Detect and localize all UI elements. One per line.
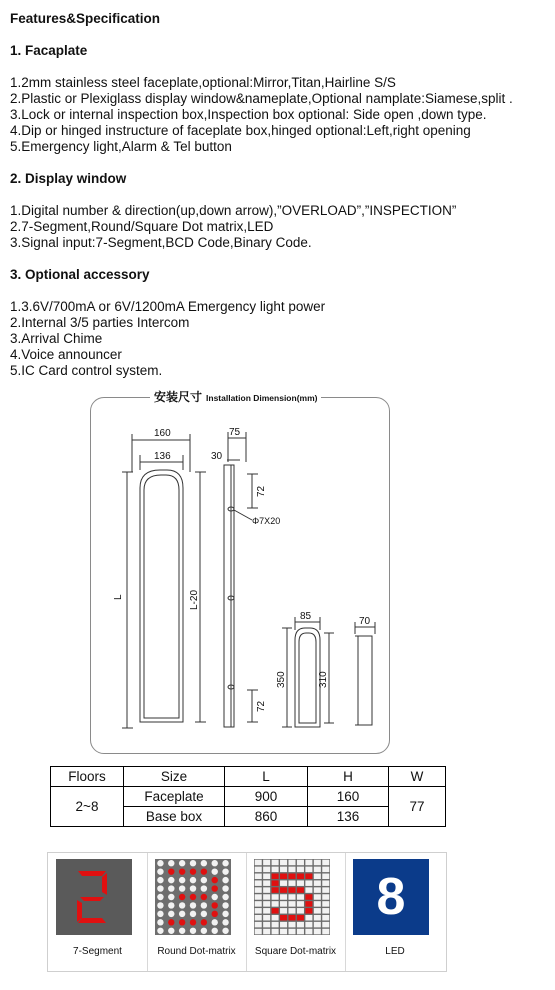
unlit-dot (201, 877, 207, 883)
unlit-dot (168, 894, 174, 900)
dim-label-72-top: 72 (256, 485, 267, 497)
table-cell: 900 (225, 787, 308, 807)
unlit-dot (222, 928, 228, 934)
table-cell: 160 (308, 787, 389, 807)
unlit-dot (272, 860, 279, 866)
unlit-dot (255, 922, 262, 928)
unlit-dot (288, 922, 295, 928)
lit-dot (297, 887, 304, 893)
dim-label-75: 75 (229, 427, 241, 438)
unlit-dot (314, 901, 321, 907)
unlit-dot (255, 860, 262, 866)
unlit-dot (201, 902, 207, 908)
list-item: 2.Plastic or Plexiglass display window&nameplate,Optional namplate:Siamese,split . (10, 91, 513, 106)
square-dot-matrix-image (254, 859, 330, 935)
unlit-dot (272, 901, 279, 907)
unlit-dot (201, 911, 207, 917)
lit-dot (272, 908, 279, 914)
unlit-dot (322, 929, 329, 935)
unlit-dot (322, 860, 329, 866)
unlit-dot (297, 929, 304, 935)
lit-dot (190, 919, 196, 925)
dim-label-160: 160 (154, 428, 171, 439)
unlit-dot (222, 902, 228, 908)
unlit-dot (255, 894, 262, 900)
unlit-dot (297, 880, 304, 886)
page-title: Features&Specification (10, 11, 161, 26)
unlit-dot (297, 894, 304, 900)
unlit-dot (322, 867, 329, 873)
unlit-dot (157, 860, 163, 866)
unlit-dot (322, 901, 329, 907)
unlit-dot (222, 911, 228, 917)
table-cell-floors: 2~8 (51, 787, 124, 827)
unlit-dot (288, 860, 295, 866)
unlit-dot (255, 915, 262, 921)
lit-dot (305, 901, 312, 907)
lit-dot (272, 887, 279, 893)
unlit-dot (322, 908, 329, 914)
unlit-dot (263, 894, 270, 900)
unlit-dot (288, 880, 295, 886)
dim-label-350: 350 (276, 671, 287, 688)
thumbnail-caption: 7-Segment (73, 946, 122, 957)
list-item: 3.Lock or internal inspection box,Inspection box optional: Side open ,down type. (10, 107, 487, 122)
lit-dot (272, 880, 279, 886)
unlit-dot (263, 929, 270, 935)
unlit-dot (280, 922, 287, 928)
thumbnail-caption: Square Dot-matrix (254, 946, 337, 957)
diagram-title-en: Installation Dimension(mm) (206, 393, 318, 403)
unlit-dot (322, 887, 329, 893)
unlit-dot (263, 922, 270, 928)
list-item: 3.Signal input:7-Segment,BCD Code,Binary Code. (10, 235, 312, 250)
lit-dot (201, 894, 207, 900)
unlit-dot (255, 929, 262, 935)
unlit-dot (314, 922, 321, 928)
unlit-dot (255, 901, 262, 907)
unlit-dot (322, 874, 329, 880)
lit-dot (305, 908, 312, 914)
unlit-dot (305, 929, 312, 935)
lit-dot (190, 868, 196, 874)
lit-dot (272, 874, 279, 880)
seven-segment-image (56, 859, 132, 935)
lit-dot (297, 874, 304, 880)
unlit-dot (322, 915, 329, 921)
unlit-dot (190, 885, 196, 891)
unlit-dot (322, 880, 329, 886)
unlit-dot (314, 880, 321, 886)
unlit-dot (322, 922, 329, 928)
unlit-dot (168, 902, 174, 908)
unlit-dot (212, 928, 218, 934)
list-item: 1.2mm stainless steel faceplate,optional:Mirror,Titan,Hairline S/S (10, 75, 396, 90)
unlit-dot (222, 885, 228, 891)
unlit-dot (280, 908, 287, 914)
table-cell-w: 77 (389, 787, 446, 827)
table-cell: Faceplate (124, 787, 225, 807)
unlit-dot (222, 877, 228, 883)
unlit-dot (263, 867, 270, 873)
table-header: Size (124, 767, 225, 787)
unlit-dot (288, 908, 295, 914)
unlit-dot (168, 911, 174, 917)
faceplate-outline (140, 470, 183, 722)
lit-dot (190, 894, 196, 900)
unlit-dot (179, 885, 185, 891)
thumbnail-7-segment (48, 853, 148, 971)
list-item: 1.Digital number & direction(up,down arrow),”OVERLOAD”,”INSPECTION” (10, 203, 457, 218)
unlit-dot (212, 894, 218, 900)
led-digit: 8 (376, 868, 406, 926)
unlit-dot (272, 915, 279, 921)
lit-dot (179, 919, 185, 925)
unlit-dot (255, 874, 262, 880)
unlit-dot (222, 894, 228, 900)
lit-dot (212, 885, 218, 891)
unlit-dot (168, 877, 174, 883)
unlit-dot (272, 894, 279, 900)
unlit-dot (157, 902, 163, 908)
lit-dot (201, 919, 207, 925)
size-table (50, 766, 446, 827)
led-image (353, 859, 429, 935)
unlit-dot (168, 885, 174, 891)
lit-dot (179, 894, 185, 900)
unlit-dot (255, 908, 262, 914)
unlit-dot (297, 908, 304, 914)
dim-label-310: 310 (318, 671, 329, 688)
unlit-dot (255, 887, 262, 893)
unlit-dot (212, 919, 218, 925)
thumbnail-caption: LED (385, 946, 405, 957)
unlit-dot (263, 887, 270, 893)
unlit-dot (179, 928, 185, 934)
unlit-dot (280, 880, 287, 886)
dim-label-L: L (113, 594, 124, 600)
unlit-dot (157, 885, 163, 891)
table-cell: 860 (225, 807, 308, 827)
dim-label-136: 136 (154, 451, 171, 462)
unlit-dot (168, 928, 174, 934)
unlit-dot (179, 902, 185, 908)
unlit-dot (314, 860, 321, 866)
unlit-dot (190, 902, 196, 908)
unlit-dot (305, 860, 312, 866)
unlit-dot (305, 922, 312, 928)
unlit-dot (222, 868, 228, 874)
unlit-dot (280, 867, 287, 873)
round-dot-matrix-image (155, 859, 231, 935)
faceplate-inner-outline (144, 475, 179, 718)
unlit-dot (157, 894, 163, 900)
unlit-dot (272, 867, 279, 873)
list-item: 3.Arrival Chime (10, 331, 103, 346)
unlit-dot (212, 860, 218, 866)
unlit-dot (157, 911, 163, 917)
unlit-dot (263, 880, 270, 886)
display-thumbnails (47, 852, 447, 972)
lit-dot (305, 874, 312, 880)
table-header: Floors (51, 767, 124, 787)
unlit-dot (168, 860, 174, 866)
lit-dot (201, 868, 207, 874)
unlit-dot (157, 928, 163, 934)
lit-dot (280, 874, 287, 880)
unlit-dot (288, 929, 295, 935)
dim-label-30: 30 (211, 451, 223, 462)
list-item: 4.Voice announcer (10, 347, 122, 362)
dim-label-L-20: L-20 (189, 589, 200, 610)
unlit-dot (272, 922, 279, 928)
section-heading: 1. Facaplate (10, 43, 88, 58)
list-item: 2.7-Segment,Round/Square Dot matrix,LED (10, 219, 274, 234)
thumbnail-round-dot-matrix (147, 853, 247, 971)
unlit-dot (201, 885, 207, 891)
table-cell: Base box (124, 807, 225, 827)
list-item: 2.Internal 3/5 parties Intercom (10, 315, 190, 330)
lit-dot (212, 877, 218, 883)
unlit-dot (190, 860, 196, 866)
unlit-dot (201, 860, 207, 866)
unlit-dot (263, 874, 270, 880)
unlit-dot (190, 911, 196, 917)
diagram-title-cn: 安装尺寸 (154, 390, 203, 404)
unlit-dot (297, 901, 304, 907)
lit-dot (280, 915, 287, 921)
dim-label-72-bottom: 72 (256, 700, 267, 712)
unlit-dot (263, 860, 270, 866)
unlit-dot (314, 887, 321, 893)
unlit-dot (255, 867, 262, 873)
unlit-dot (305, 887, 312, 893)
lit-dot (297, 915, 304, 921)
list-item: 5.IC Card control system. (10, 363, 163, 378)
unlit-dot (314, 915, 321, 921)
table-header: L (225, 767, 308, 787)
list-item: 5.Emergency light,Alarm & Tel button (10, 139, 232, 154)
unlit-dot (314, 929, 321, 935)
unlit-dot (157, 877, 163, 883)
table-header: W (389, 767, 446, 787)
unlit-dot (255, 880, 262, 886)
section-heading: 2. Display window (10, 171, 127, 186)
unlit-dot (201, 928, 207, 934)
unlit-dot (222, 919, 228, 925)
unlit-dot (190, 877, 196, 883)
unlit-dot (297, 922, 304, 928)
lit-dot (288, 915, 295, 921)
unlit-dot (314, 867, 321, 873)
unlit-dot (288, 901, 295, 907)
unlit-dot (288, 894, 295, 900)
unlit-dot (272, 929, 279, 935)
unlit-dot (314, 894, 321, 900)
lit-dot (212, 911, 218, 917)
unlit-dot (297, 867, 304, 873)
unlit-dot (263, 915, 270, 921)
lit-dot (280, 887, 287, 893)
unlit-dot (212, 868, 218, 874)
unlit-dot (305, 867, 312, 873)
unlit-dot (263, 908, 270, 914)
unlit-dot (305, 880, 312, 886)
table-cell: 136 (308, 807, 389, 827)
unlit-dot (179, 860, 185, 866)
unlit-dot (179, 877, 185, 883)
thumbnail-led (345, 853, 445, 971)
lit-dot (168, 919, 174, 925)
thumbnail-caption: Round Dot-matrix (157, 946, 236, 957)
dim-label-85: 85 (300, 611, 312, 622)
unlit-dot (179, 911, 185, 917)
unlit-dot (222, 860, 228, 866)
lit-dot (212, 902, 218, 908)
lit-dot (288, 874, 295, 880)
unlit-dot (263, 901, 270, 907)
lit-dot (305, 894, 312, 900)
dim-label-70: 70 (359, 616, 371, 627)
section-heading: 3. Optional accessory (10, 267, 150, 282)
table-header: H (308, 767, 389, 787)
unlit-dot (288, 867, 295, 873)
unlit-dot (322, 894, 329, 900)
unlit-dot (280, 901, 287, 907)
unlit-dot (297, 860, 304, 866)
unlit-dot (280, 894, 287, 900)
unlit-dot (190, 928, 196, 934)
list-item: 1.3.6V/700mA or 6V/1200mA Emergency light power (10, 299, 326, 314)
thumbnail-square-dot-matrix (246, 853, 346, 971)
unlit-dot (314, 908, 321, 914)
unlit-dot (157, 868, 163, 874)
unlit-dot (280, 860, 287, 866)
dim-label-hole: Φ7X20 (252, 516, 281, 526)
lit-dot (288, 887, 295, 893)
unlit-dot (280, 929, 287, 935)
unlit-dot (157, 919, 163, 925)
lit-dot (179, 868, 185, 874)
unlit-dot (305, 915, 312, 921)
unlit-dot (314, 874, 321, 880)
lit-dot (168, 868, 174, 874)
list-item: 4.Dip or hinged instructure of faceplate box,hinged optional:Left,right opening (10, 123, 471, 138)
